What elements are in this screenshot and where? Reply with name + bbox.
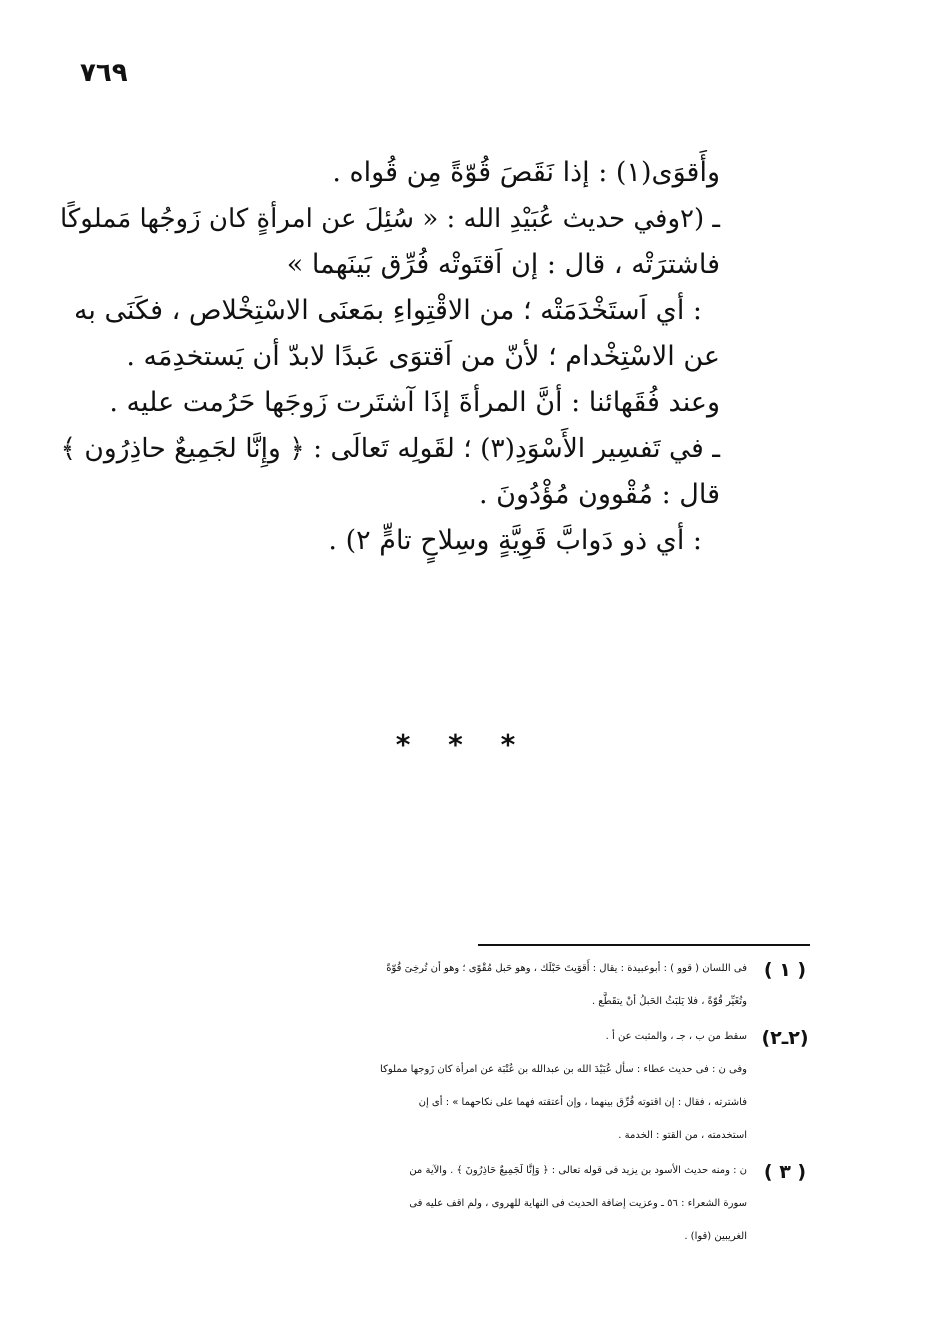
footnote-line: سقط من ب ، جـ ، والمثبت عن أ . — [605, 1031, 747, 1042]
footnote-marker: ( ١ ) — [763, 959, 807, 981]
footnote-marker: ( ٣ ) — [763, 1161, 807, 1183]
footnote-line: فاشترته ، فقال : إن اقتوته فُرِّق بينهما ، وإن أعتقته فهما على نكاحهما » : أى إن — [418, 1097, 747, 1108]
text-line: قال : مُقْوون مُؤْدُونَ . — [479, 479, 720, 510]
footnote-divider — [478, 944, 810, 946]
footnote-line: وتُغَيِّر قُوّةً ، فلا يَلبَثُ الحَبلُ أنْ يتقَطَّع . — [591, 996, 747, 1007]
footnote-marker: (٢ـ٢) — [761, 1027, 809, 1049]
footnote — [55, 1154, 817, 1253]
section-separator: * * * — [395, 728, 530, 761]
text-line: ـ (٢وفي حديث عُبَيْدِ الله : « سُئِلَ عن امرأةٍ كان زَوجُها مَملوكًا — [59, 204, 720, 234]
footnote — [55, 1020, 817, 1152]
text-line: وعند فُقَهائنا : أنَّ المرأةَ إذَا آشتَرت زَوجَها حَرُمت عليه . — [109, 387, 720, 418]
footnote-line: ن : ومنه حديث الأسود بن يزيد فى قوله تعالى : ﴿ وَإنَّا لَجَمِيعٌ حَاذِرُونَ ﴾ . والآية من — [409, 1165, 747, 1176]
text-line: وأَقوَى(١) : إذا نَقَصَ قُوّةً مِن قُواه . — [332, 157, 720, 188]
page-number: ٧٦٩ — [80, 58, 128, 88]
footnote-line: وفى ن : فى حديث عطاء : سأل عُبَيْدَ الله بن عبدالله بن عُتْبَة عن امرأة كان زَوجها مملوكا — [380, 1064, 747, 1075]
main-text-block — [60, 150, 720, 564]
footnote — [55, 952, 817, 1018]
text-line: : أي اَستَخْدَمَتْه ؛ من الاقْتِواءِ بمَعنَى الاسْتِخْلاص ، فكَنَى به — [73, 295, 702, 326]
text-line: عن الاسْتِخْدام ؛ لأنّ من اَقتوَى عَبدًا لابدّ أن يَستخدِمَه . — [126, 341, 720, 372]
footnote-line: استخدمته ، من القتو : الخدمة . — [618, 1130, 747, 1141]
text-line: فاشترَتْه ، قال : إن اَقتَوتْه فُرِّق بَينَهما » — [286, 249, 720, 280]
text-line: : أي ذو دَوابَّ قَوِيَّةٍ وسِلاحٍ تامٍّ ٢) . — [328, 525, 702, 556]
text-line: ـ في تَفسِير الأَسْوَدِ(٣) ؛ لقَولِه تَعالَى : ﴿ وإِنَّا لجَمِيعٌ حاذِرُون ﴾ — [60, 433, 720, 464]
footnote-line: سورة الشعراء : ٥٦ ـ وعزيت إضافة الحديث فى النهاية للهروى ، ولم اقف عليه فى — [409, 1198, 747, 1209]
footnote-line: فى اللسان ( قوو ) : أبوعبيدة : يقال : أَقوَيتَ حَبْلَك ، وهو حَبل مُقْوًى ؛ وهو أن تُرخِىَ قُوّةً — [386, 963, 747, 974]
footnotes-block — [55, 952, 817, 1255]
footnote-line: الغريبين (قوا) . — [684, 1231, 747, 1242]
